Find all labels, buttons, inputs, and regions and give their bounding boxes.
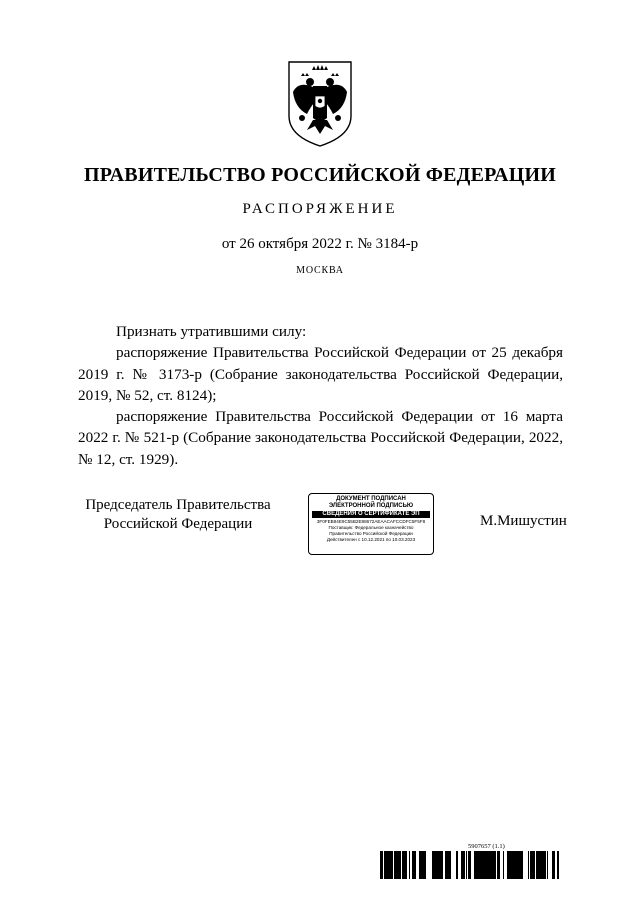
stamp-certificate-bar: СВЕДЕНИЯ О СЕРТИФИКАТЕ ЭП — [312, 511, 430, 518]
stamp-validity: Действителен с 10.12.2021 по 10.03.2023 — [326, 537, 416, 542]
stamp-line-1: ДОКУМЕНТ ПОДПИСАН — [336, 496, 406, 502]
signer-title-line-2: Российской Федерации — [103, 516, 253, 532]
document-type: РАСПОРЯЖЕНИЕ — [242, 201, 398, 217]
signer-title — [78, 496, 278, 534]
document-body — [78, 321, 563, 470]
government-title: ПРАВИТЕЛЬСТВО РОССИЙСКОЙ ФЕДЕРАЦИИ — [84, 164, 556, 186]
body-paragraph-intro: Признать утратившими силу: — [116, 323, 307, 340]
signer-name: М.Мишустин — [480, 513, 567, 529]
stamp-serial: 3F0FEB94E9C55B2E88672AEAACAFCCDFC5F5F8 — [316, 519, 426, 524]
barcode-number: 5907657 (1.1) — [468, 843, 505, 850]
stamp-line-2: ЭЛЕКТРОННОЙ ПОДПИСЬЮ — [328, 503, 414, 509]
document-city: МОСКВА — [296, 265, 344, 276]
body-paragraph-2: распоряжение Правительства Российской Федерации от 16 марта 2022 г. № 521-р (Собрание законодательства Российской Федерации, 2022, № 12, ст. 1929). — [78, 408, 563, 468]
stamp-supplier-1: Поставщик: Федеральное казначейство — [328, 525, 414, 530]
document-date-number: от 26 октября 2022 г. № 3184-р — [221, 236, 419, 252]
stamp-supplier-2: Правительство Российской Федерации — [329, 531, 413, 536]
coat-of-arms-icon — [285, 60, 355, 148]
body-paragraph-1: распоряжение Правительства Российской Федерации от 25 декабря 2019 г. № 3173-р (Собрание законодательства Российской Федерации, 2019, № 52, ст. 8124); — [78, 344, 563, 404]
signer-title-line-1: Председатель Правительства — [85, 497, 271, 513]
barcode-icon — [380, 851, 560, 879]
electronic-signature-stamp — [308, 493, 434, 555]
